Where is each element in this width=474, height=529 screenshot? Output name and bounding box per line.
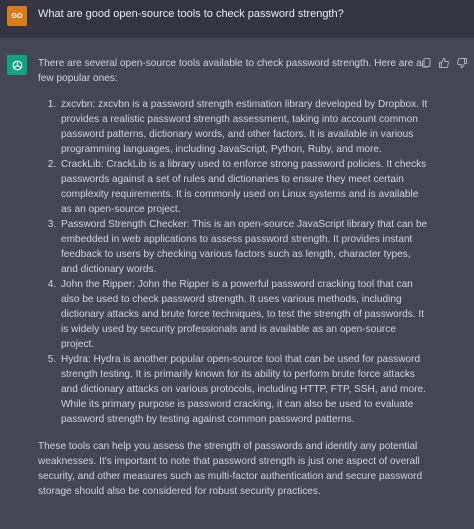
openai-logo-icon <box>11 59 24 72</box>
thumbs-up-icon[interactable] <box>438 57 450 69</box>
user-message-text: What are good open-source tools to check password strength? <box>38 8 344 20</box>
list-item: 3. Password Strength Checker: This is an open-source JavaScript library that can be embedded in web applications to assess password strength. It provides instant feedback to users by checking various factors such as length, character types, and dictionary words. <box>59 217 430 277</box>
thumbs-down-icon[interactable] <box>456 57 468 69</box>
user-message-row <box>0 0 474 38</box>
intro-paragraph: There are several open-source tools available to check password strength. Here are a few popular ones: <box>38 58 422 84</box>
list-item: 1. zxcvbn: zxcvbn is a password strength estimation library developed by Dropbox. It provides a realistic password strength assessment, taking into account common password patterns, dictionary words, and other factors. It is available in various programming languages, including JavaScript, Python, Ruby, and more. <box>59 97 430 157</box>
outro-paragraph: These tools can help you assess the strength of passwords and identify any potential weaknesses. It's important to note that password strength is just one aspect of overall security, and other measures such as multi-factor authentication and secure password storage should also be considered for robust security practices. <box>38 441 423 497</box>
list-item: 2. CrackLib: CrackLib is a library used to enforce strong password policies. It checks passwords against a set of rules and dictionaries to ensure they meet certain complexity requirements. It is commonly used on Linux systems and is available as an open-source project. <box>59 157 430 217</box>
user-avatar: GO <box>7 6 27 26</box>
assistant-message-row <box>0 38 474 529</box>
tools-list <box>38 97 430 427</box>
list-item: 5. Hydra: Hydra is another popular open-source tool that can be used for password strength testing. It is primarily known for its ability to perform brute force attacks and dictionary attacks on various protocols, including HTTP, FTP, SSH, and more. While its primary purpose is password cracking, it can also be used to evaluate password strength by testing against common password patterns. <box>59 352 430 427</box>
assistant-avatar <box>7 55 27 75</box>
assistant-message-content <box>38 56 430 499</box>
list-item: 4. John the Ripper: John the Ripper is a powerful password cracking tool that can also be used to check password strength. It uses various methods, including dictionary attacks and brute force techniques, to test the strength of passwords. It is widely used by security professionals and is available as an open-source project. <box>59 277 430 352</box>
